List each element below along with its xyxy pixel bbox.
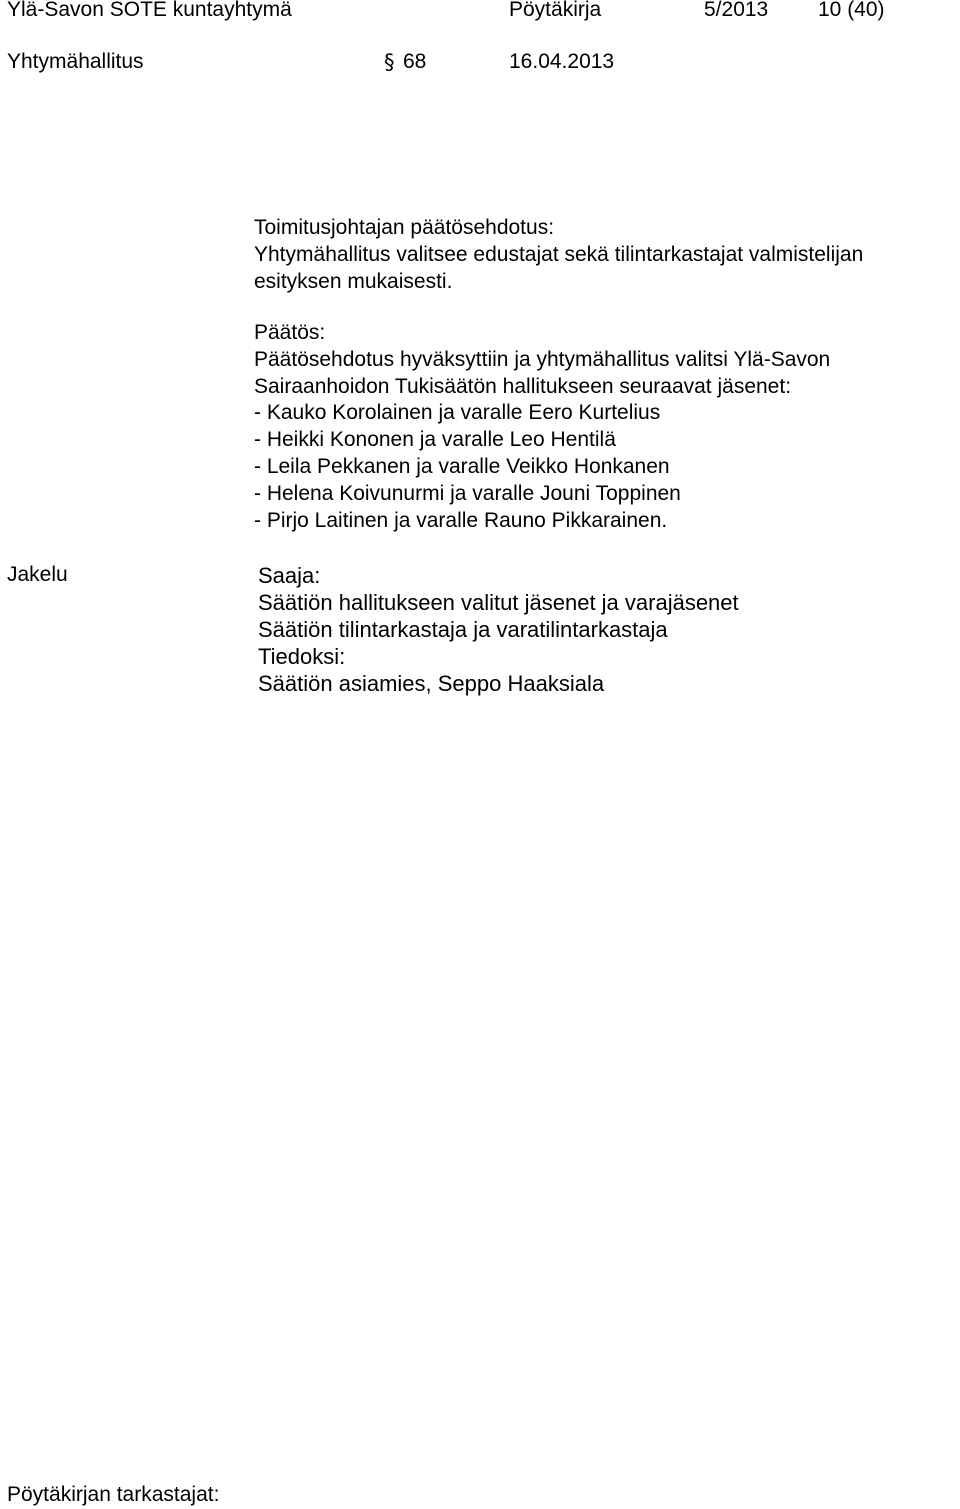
distribution-label: Jakelu — [7, 563, 68, 586]
body-name: Yhtymähallitus — [7, 50, 144, 73]
distribution-section — [258, 562, 958, 697]
recipient-item: Säätiön hallitukseen valitut jäsenet ja varajäsenet — [258, 590, 739, 615]
decision-member-item: - Heikki Kononen ja varalle Leo Hentilä — [254, 428, 616, 452]
section-number: 68 — [403, 50, 427, 73]
decision-member-item: - Helena Koivunurmi ja varalle Jouni Toppinen — [254, 481, 681, 505]
proposal-section — [254, 215, 954, 295]
decision-member-item: - Pirjo Laitinen ja varalle Rauno Pikkarainen. — [254, 508, 668, 532]
info-item: Säätiön asiamies, Seppo Haaksiala — [258, 671, 605, 696]
decision-member-item: - Kauko Korolainen ja varalle Eero Kurtelius — [254, 401, 661, 425]
decision-member-item: - Leila Pekkanen ja varalle Veikko Honkanen — [254, 454, 670, 478]
decision-line: Sairaanhoidon Tukisäätön hallitukseen seuraavat jäsenet: — [254, 374, 792, 398]
meeting-date: 16.04.2013 — [509, 50, 615, 73]
proposal-heading: Toimitusjohtajan päätösehdotus: — [254, 216, 555, 239]
page-number: 10 (40) — [818, 0, 885, 21]
decision-section — [254, 320, 954, 534]
section-symbol: § — [384, 50, 395, 74]
decision-line: Päätösehdotus hyväksyttiin ja yhtymähallitus valitsi Ylä-Savon — [254, 347, 831, 371]
proposal-line: Yhtymähallitus valitsee edustajat sekä tilintarkastajat valmistelijan — [254, 242, 864, 266]
info-heading: Tiedoksi: — [258, 644, 346, 669]
document-number: 5/2013 — [704, 0, 769, 21]
document-type: Pöytäkirja — [509, 0, 602, 21]
organization-name: Ylä-Savon SOTE kuntayhtymä — [7, 0, 292, 21]
decision-heading: Päätös: — [254, 321, 326, 344]
proposal-line: esityksen mukaisesti. — [254, 269, 453, 293]
recipient-item: Säätiön tilintarkastaja ja varatilintarkastaja — [258, 617, 668, 642]
reviewers-label: Pöytäkirjan tarkastajat: — [7, 1483, 220, 1506]
recipients-heading: Saaja: — [258, 563, 321, 588]
